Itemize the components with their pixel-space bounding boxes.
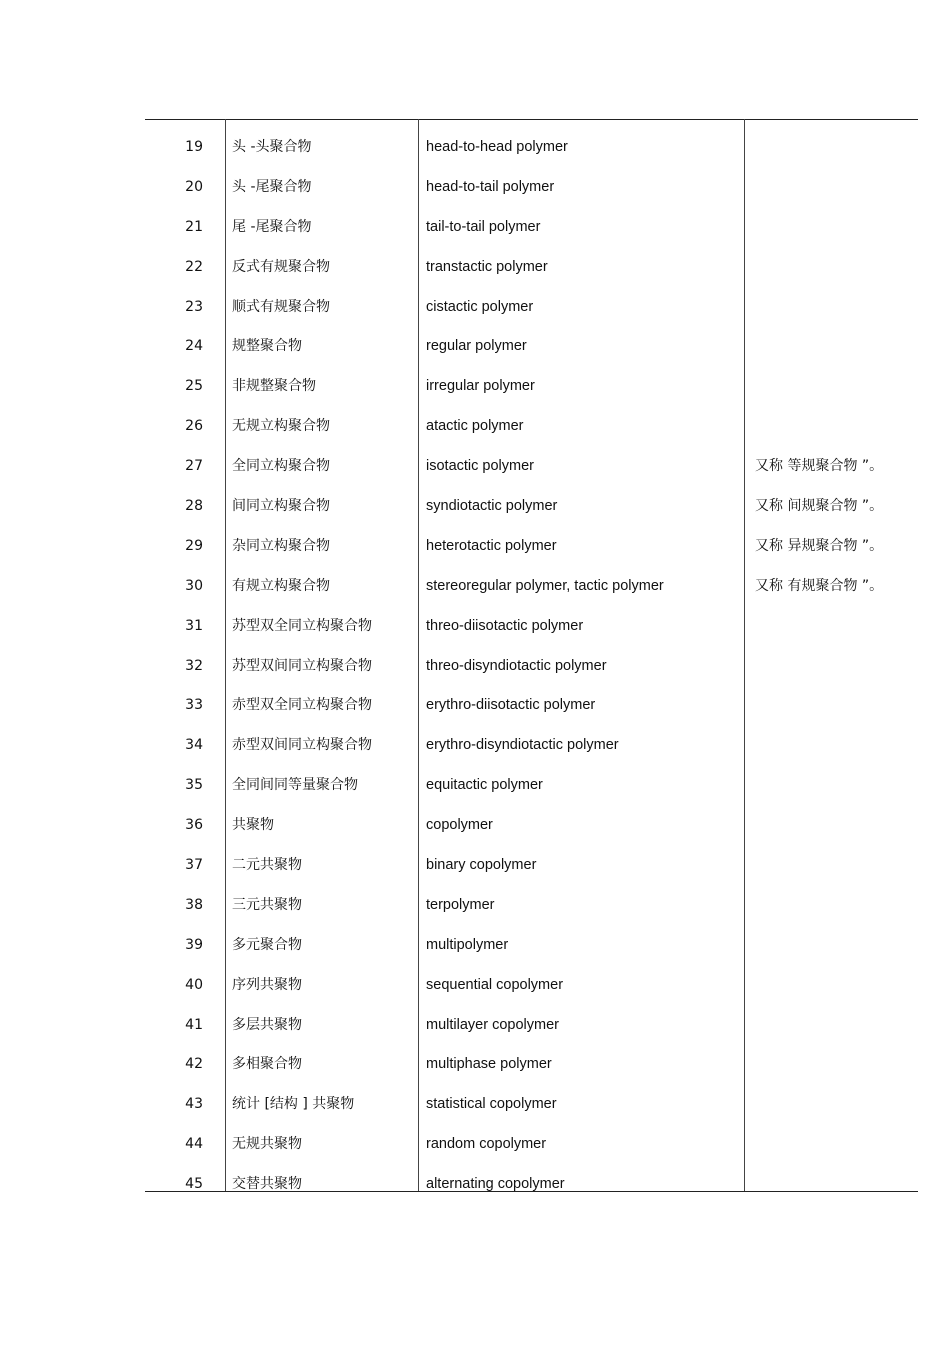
english-term: head-to-tail polymer [426, 178, 555, 195]
table-row [145, 566, 918, 606]
table-row [145, 406, 918, 446]
chinese-term: 无规共聚物 [232, 1136, 302, 1153]
table-row [145, 1005, 918, 1045]
entry-number: 26 [185, 418, 203, 435]
entry-number: 45 [185, 1176, 203, 1193]
term-note: 又称 异规聚合物 ”。 [755, 537, 884, 554]
english-term: sequential copolymer [426, 976, 564, 993]
entry-number: 32 [185, 657, 203, 674]
entry-number: 19 [185, 139, 203, 155]
table-row [145, 1124, 918, 1164]
chinese-term: 苏型双间同立构聚合物 [232, 657, 372, 674]
english-term: multiphase polymer [426, 1056, 552, 1073]
entry-number: 25 [185, 378, 203, 395]
table-row [145, 247, 918, 287]
chinese-term: 多相聚合物 [232, 1056, 302, 1073]
table-row [145, 446, 918, 486]
entry-number: 20 [185, 178, 203, 195]
table-row [145, 366, 918, 406]
entry-number: 39 [185, 936, 203, 953]
table-row [145, 845, 918, 885]
term-note: 又称 等规聚合物 ”。 [755, 458, 884, 475]
entry-number: 37 [185, 857, 203, 874]
table-row [145, 127, 918, 167]
table-top-rule [145, 119, 918, 120]
chinese-term: 序列共聚物 [232, 976, 302, 993]
chinese-term: 头 -尾聚合物 [232, 178, 312, 195]
term-note: 又称 间规聚合物 ”。 [755, 498, 884, 515]
entry-number: 41 [185, 1016, 203, 1033]
table-row [145, 925, 918, 965]
chinese-term: 三元共聚物 [232, 896, 302, 913]
chinese-term: 规整聚合物 [232, 338, 302, 355]
entry-number: 38 [185, 896, 203, 913]
entry-number: 43 [185, 1096, 203, 1113]
chinese-term: 有规立构聚合物 [232, 577, 330, 594]
english-term: irregular polymer [426, 378, 535, 395]
chinese-term: 全同立构聚合物 [232, 458, 330, 475]
english-term: threo-disyndiotactic polymer [426, 657, 607, 674]
english-term: tail-to-tail polymer [426, 218, 541, 235]
chinese-term: 头 -头聚合物 [232, 139, 312, 155]
chinese-term: 杂同立构聚合物 [232, 537, 330, 554]
entry-number: 33 [185, 697, 203, 714]
entry-number: 30 [185, 577, 203, 594]
english-term: head-to-head polymer [426, 139, 568, 155]
chinese-term: 间同立构聚合物 [232, 498, 330, 515]
english-term: heterotactic polymer [426, 537, 557, 554]
table-row [145, 526, 918, 566]
chinese-term: 多层共聚物 [232, 1016, 302, 1033]
english-term: stereoregular polymer, tactic polymer [426, 577, 664, 594]
entry-number: 27 [185, 458, 203, 475]
table-row [145, 1044, 918, 1084]
chinese-term: 赤型双间同立构聚合物 [232, 737, 372, 754]
english-term: threo-diisotactic polymer [426, 617, 584, 634]
chinese-term: 顺式有规聚合物 [232, 298, 330, 315]
entry-number: 40 [185, 976, 203, 993]
chinese-term: 苏型双全同立构聚合物 [232, 617, 372, 634]
english-term: isotactic polymer [426, 458, 534, 475]
english-term: equitactic polymer [426, 777, 543, 794]
entry-number: 42 [185, 1056, 203, 1073]
english-term: random copolymer [426, 1136, 547, 1153]
chinese-term: 全同间同等量聚合物 [232, 777, 358, 794]
english-term: erythro-diisotactic polymer [426, 697, 596, 714]
entry-number: 22 [185, 258, 203, 275]
table-row [145, 1164, 918, 1204]
english-term: multipolymer [426, 936, 509, 953]
term-note: 又称 有规聚合物 ”。 [755, 577, 884, 594]
chinese-term: 无规立构聚合物 [232, 418, 330, 435]
table-row [145, 486, 918, 526]
table-row [145, 326, 918, 366]
english-term: regular polymer [426, 338, 527, 355]
entry-number: 29 [185, 537, 203, 554]
english-term: syndiotactic polymer [426, 498, 558, 515]
entry-number: 34 [185, 737, 203, 754]
table-row [145, 287, 918, 327]
table-row [145, 685, 918, 725]
table-row [145, 805, 918, 845]
table-row [145, 725, 918, 765]
chinese-term: 反式有规聚合物 [232, 258, 330, 275]
entry-number: 23 [185, 298, 203, 315]
table-row [145, 646, 918, 686]
table-row [145, 606, 918, 646]
table-row [145, 765, 918, 805]
table-row [145, 965, 918, 1005]
glossary-table [145, 127, 918, 1204]
english-term: atactic polymer [426, 418, 524, 435]
english-term: binary copolymer [426, 857, 537, 874]
chinese-term: 赤型双全同立构聚合物 [232, 697, 372, 714]
chinese-term: 交替共聚物 [232, 1176, 302, 1193]
chinese-term: 统计 [结构 ] 共聚物 [232, 1096, 355, 1113]
chinese-term: 非规整聚合物 [232, 378, 316, 395]
english-term: transtactic polymer [426, 258, 548, 275]
entry-number: 28 [185, 498, 203, 515]
entry-number: 36 [185, 817, 203, 834]
entry-number: 35 [185, 777, 203, 794]
english-term: multilayer copolymer [426, 1016, 559, 1033]
table-row [145, 1084, 918, 1124]
chinese-term: 共聚物 [232, 817, 274, 834]
english-term: terpolymer [426, 896, 495, 913]
entry-number: 31 [185, 617, 203, 634]
chinese-term: 尾 -尾聚合物 [232, 218, 312, 235]
entry-number: 21 [185, 218, 203, 235]
english-term: alternating copolymer [426, 1176, 565, 1193]
entry-number: 44 [185, 1136, 203, 1153]
entry-number: 24 [185, 338, 203, 355]
chinese-term: 多元聚合物 [232, 936, 302, 953]
english-term: erythro-disyndiotactic polymer [426, 737, 619, 754]
chinese-term: 二元共聚物 [232, 857, 302, 874]
english-term: copolymer [426, 817, 493, 834]
english-term: cistactic polymer [426, 298, 534, 315]
table-row [145, 885, 918, 925]
table-row [145, 207, 918, 247]
english-term: statistical copolymer [426, 1096, 557, 1113]
table-row [145, 167, 918, 207]
